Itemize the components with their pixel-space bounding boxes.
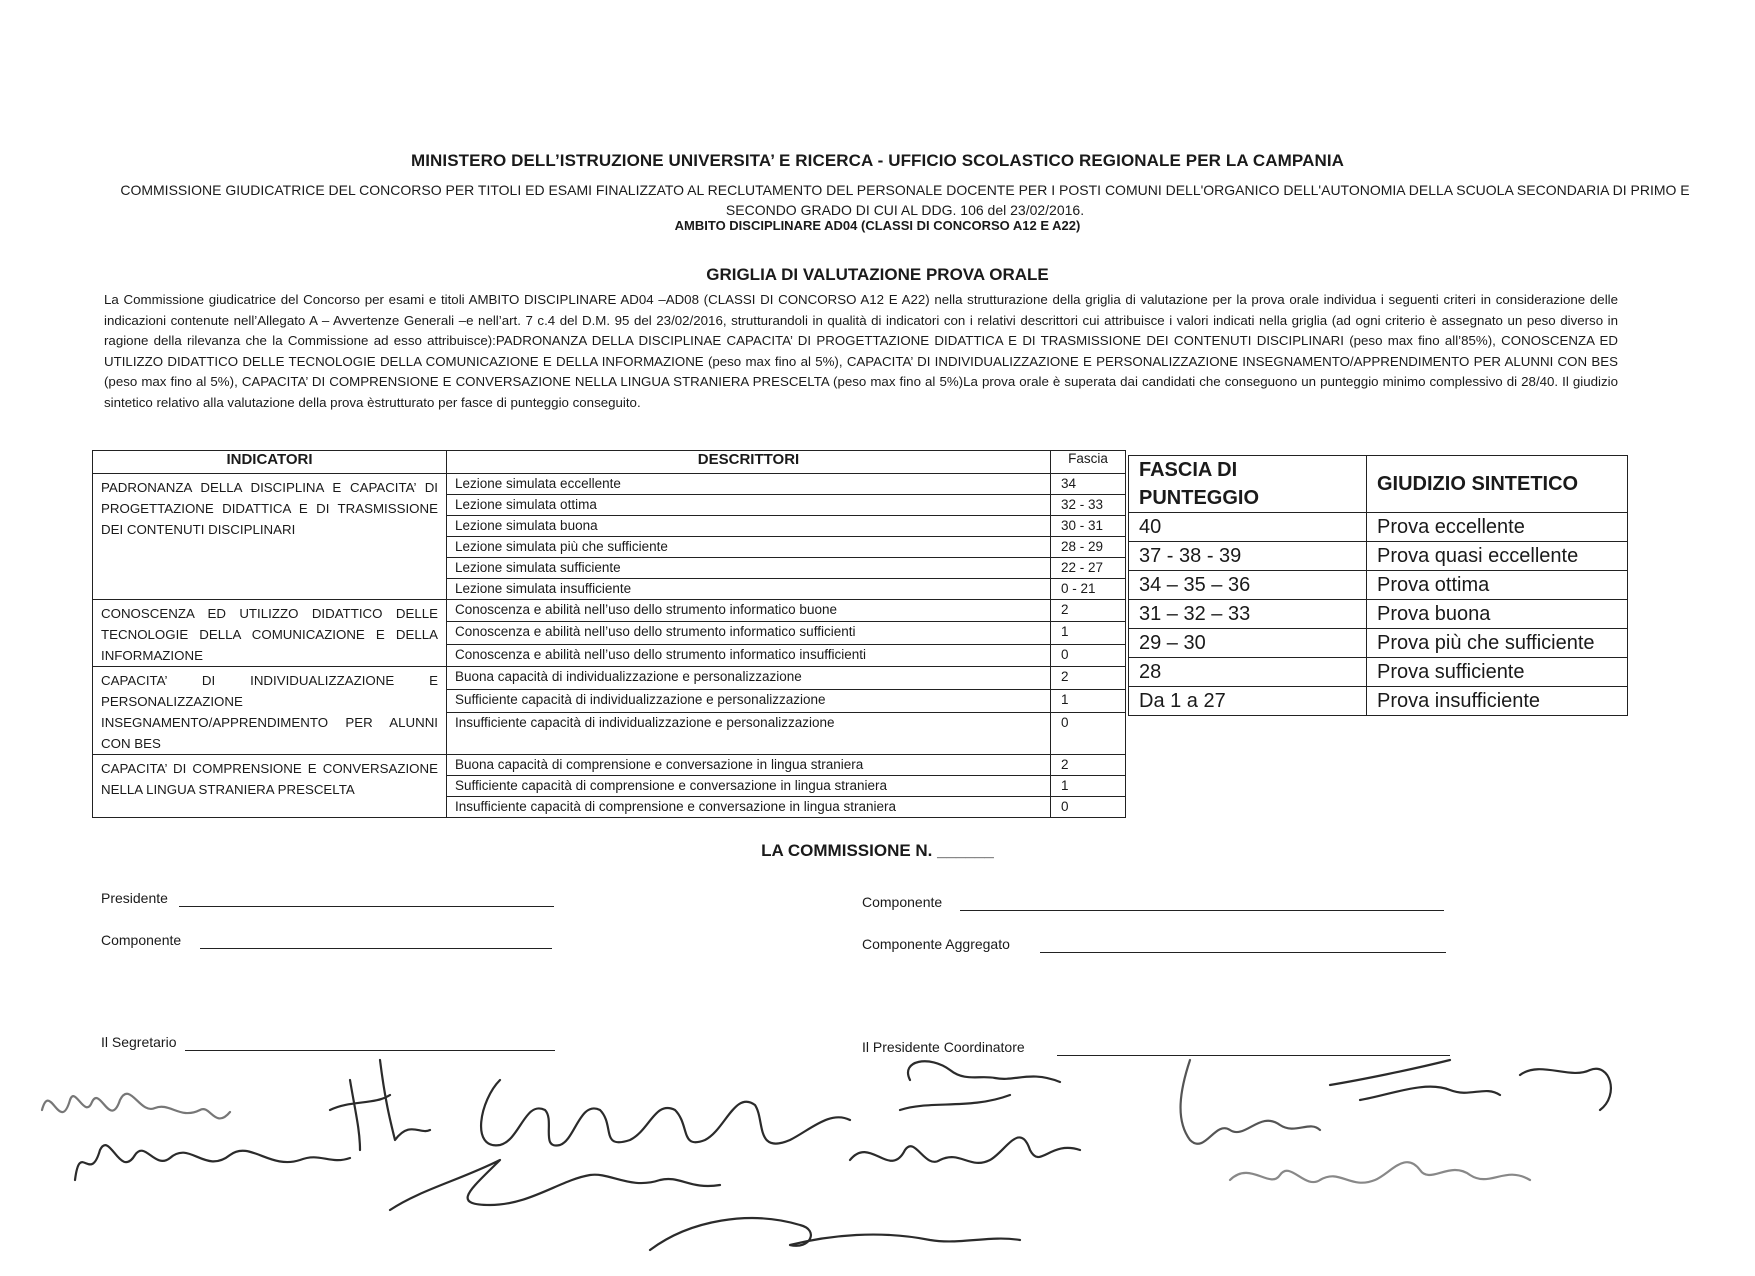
indicator-individualizzazione: CAPACITA’ DI INDIVIDUALIZZAZIONE E PERSONALIZZAZIONE INSEGNAMENTO/APPRENDIMENTO PER ALUNNI CON BES <box>93 667 447 755</box>
header-descrittori: DESCRITTORI <box>447 451 1051 474</box>
componente-aggregato-label: Componente Aggregato <box>862 936 1010 952</box>
signature-8 <box>850 1137 1080 1162</box>
fascia-value: 22 - 27 <box>1051 558 1126 579</box>
table-row <box>1129 571 1628 600</box>
table-row <box>1129 600 1628 629</box>
intro-paragraph: La Commissione giudicatrice del Concorso per esami e titoli AMBITO DISCIPLINARE AD04 –AD08 (CLASSI DI CONCORSO A12 E A22) nella strutturazione della griglia di valutazione per la prova orale individua i seguenti criteri in considerazione delle indicazioni contenute nell’Allegato A – Avvertenze Generali –e nell’art. 7 c.4 del D.M. 95 del 23/02/2016, strutturandoli in qualità di indicatori con i relativi descrittori cui attribuisce i valori indicati nella griglia (ad ogni criterio è assegnato un peso diverso in ragione della rilevanza che la Commissione ad esso attribuisce):PADRONANZA DELLA DISCIPLINAE CAPACITA’ DI PROGETTAZIONE DIDATTICA E DI TRASMISSIONE DEI CONTENUTI DISCIPLINARI (peso max fino all’85%), CONOSCENZA ED UTILIZZO DIDATTICO DELLE TECNOLOGIE DELLA COMUNICAZIONE E DELLA INFORMAZIONE (peso max fino al 5%), CAPACITA’ DI INDIVIDUALIZZAZIONE E PERSONALIZZAZIONE INSEGNAMENTO/APPRENDIMENTO PER ALUNNI CON BES (peso max fino al 5%), CAPACITA’ DI COMPRENSIONE E CONVERSAZIONE NELLA LINGUA STRANIERA PRESCELTA (peso max fino al 5%)La prova orale è superata dai candidati che conseguono un punteggio minimo complessivo di 28/40. Il giudizio sintetico relativo alla valutazione della prova èstrutturato per fasce di punteggio conseguito. <box>104 292 1618 410</box>
scale-fascia: Da 1 a 27 <box>1129 687 1367 716</box>
scale-giudizio: Prova eccellente <box>1367 513 1628 542</box>
scale-giudizio: Prova ottima <box>1367 571 1628 600</box>
descriptor: Lezione simulata insufficiente <box>447 579 1051 600</box>
descriptor: Conoscenza e abilità nell’uso dello strumento informatico buone <box>447 600 1051 622</box>
signature-7 <box>900 1061 1060 1110</box>
table-row <box>1129 658 1628 687</box>
table-row <box>93 667 1126 690</box>
signature-6 <box>650 1218 1020 1250</box>
signature-9 <box>1181 1060 1320 1144</box>
header-fascia-punteggio: FASCIA DI PUNTEGGIO <box>1129 456 1367 513</box>
fascia-value: 1 <box>1051 689 1126 712</box>
scale-giudizio: Prova quasi eccellente <box>1367 542 1628 571</box>
fascia-value: 2 <box>1051 755 1126 776</box>
signature-5 <box>390 1160 720 1210</box>
scale-fascia: 29 – 30 <box>1129 629 1367 658</box>
header-fascia: Fascia <box>1051 451 1126 474</box>
fascia-value: 0 - 21 <box>1051 579 1126 600</box>
fascia-value: 2 <box>1051 600 1126 622</box>
scale-giudizio: Prova buona <box>1367 600 1628 629</box>
fascia-value: 32 - 33 <box>1051 495 1126 516</box>
segretario-label: Il Segretario <box>101 1034 177 1050</box>
document-title: GRIGLIA DI VALUTAZIONE PROVA ORALE <box>706 265 1049 284</box>
descriptor: Insufficiente capacità di comprensione e conversazione in lingua straniera <box>447 797 1051 818</box>
signature-4 <box>481 1080 850 1146</box>
signature-3 <box>330 1060 430 1150</box>
signature-11 <box>1230 1162 1530 1183</box>
descriptor: Lezione simulata ottima <box>447 495 1051 516</box>
componente-right-label: Componente <box>862 894 943 910</box>
descriptor: Insufficiente capacità di individualizzazione e personalizzazione <box>447 712 1051 754</box>
presidente-label: Presidente <box>101 890 168 906</box>
table-row <box>1129 687 1628 716</box>
descriptor: Lezione simulata eccellente <box>447 474 1051 495</box>
table-row <box>93 474 1126 495</box>
descriptor: Buona capacità di comprensione e conversazione in lingua straniera <box>447 755 1051 776</box>
evaluation-grid <box>92 450 1126 818</box>
score-scale-table <box>1128 455 1628 716</box>
scale-giudizio: Prova sufficiente <box>1367 658 1628 687</box>
indicator-padronanza: PADRONANZA DELLA DISCIPLINA E CAPACITA’ DI PROGETTAZIONE DIDATTICA E DI TRASMISSIONE DEI CONTENUTI DISCIPLINARI <box>93 474 447 600</box>
scale-fascia: 34 – 35 – 36 <box>1129 571 1367 600</box>
fascia-value: 2 <box>1051 667 1126 690</box>
descriptor: Lezione simulata sufficiente <box>447 558 1051 579</box>
table-row <box>1129 542 1628 571</box>
commission-title: LA COMMISSIONE N. ______ <box>761 841 994 860</box>
componente-aggregato-signature-line[interactable] <box>1040 952 1446 953</box>
fascia-value: 1 <box>1051 622 1126 644</box>
scale-fascia: 28 <box>1129 658 1367 687</box>
table-row <box>1129 513 1628 542</box>
header-giudizio: GIUDIZIO SINTETICO <box>1367 456 1628 513</box>
indicator-tecnologie: CONOSCENZA ED UTILIZZO DIDATTICO DELLE TECNOLOGIE DELLA COMUNICAZIONE E DELLA INFORMAZIONE <box>93 600 447 667</box>
commission-heading: COMMISSIONE GIUDICATRICE DEL CONCORSO PER TITOLI ED ESAMI FINALIZZATO AL RECLUTAMENTO DEL PERSONALE DOCENTE PER I POSTI COMUNI DELL'ORGANICO DELL'AUTONOMIA DELLA SCUOLA SECONDARIA DI PRIMO E SECONDO GRADO DI CUI AL DDG. 106 del 23/02/2016. <box>120 182 1690 218</box>
ministry-heading: MINISTERO DELL’ISTRUZIONE UNIVERSITA’ E RICERCA - UFFICIO SCOLASTICO REGIONALE PER LA CAMPANIA <box>410 151 1345 170</box>
componente-label: Componente <box>101 932 182 948</box>
fascia-value: 30 - 31 <box>1051 516 1126 537</box>
scale-giudizio: Prova insufficiente <box>1367 687 1628 716</box>
table-row <box>93 755 1126 776</box>
componente-right-signature-line[interactable] <box>960 910 1444 911</box>
presidente-signature-line[interactable] <box>179 906 554 907</box>
signature-1 <box>42 1094 230 1119</box>
fascia-value: 1 <box>1051 776 1126 797</box>
descriptor: Sufficiente capacità di comprensione e conversazione in lingua straniera <box>447 776 1051 797</box>
scale-giudizio: Prova più che sufficiente <box>1367 629 1628 658</box>
signature-10 <box>1330 1060 1611 1110</box>
handwritten-signatures <box>30 1040 1650 1276</box>
scale-fascia: 31 – 32 – 33 <box>1129 600 1367 629</box>
descriptor: Conoscenza e abilità nell’uso dello strumento informatico sufficienti <box>447 622 1051 644</box>
signature-2 <box>75 1145 350 1180</box>
scale-fascia: 37 - 38 - 39 <box>1129 542 1367 571</box>
fascia-value: 0 <box>1051 644 1126 666</box>
descriptor: Buona capacità di individualizzazione e personalizzazione <box>447 667 1051 690</box>
scale-header-row <box>1129 456 1628 513</box>
fascia-value: 28 - 29 <box>1051 537 1126 558</box>
descriptor: Lezione simulata buona <box>447 516 1051 537</box>
descriptor: Lezione simulata più che sufficiente <box>447 537 1051 558</box>
scale-fascia: 40 <box>1129 513 1367 542</box>
fascia-value: 0 <box>1051 797 1126 818</box>
presidente-coordinatore-label: Il Presidente Coordinatore <box>862 1039 1025 1055</box>
componente-signature-line[interactable] <box>200 948 552 949</box>
table-row <box>1129 629 1628 658</box>
descriptor: Sufficiente capacità di individualizzazione e personalizzazione <box>447 689 1051 712</box>
ambito-heading: AMBITO DISCIPLINARE AD04 (CLASSI DI CONCORSO A12 E A22) <box>674 218 1081 233</box>
descriptor: Conoscenza e abilità nell’uso dello strumento informatico insufficienti <box>447 644 1051 666</box>
fascia-value: 0 <box>1051 712 1126 754</box>
grid-header-row <box>93 451 1126 474</box>
fascia-value: 34 <box>1051 474 1126 495</box>
table-row <box>93 600 1126 622</box>
header-indicatori: INDICATORI <box>93 451 447 474</box>
indicator-lingua-straniera: CAPACITA’ DI COMPRENSIONE E CONVERSAZIONE NELLA LINGUA STRANIERA PRESCELTA <box>93 755 447 818</box>
